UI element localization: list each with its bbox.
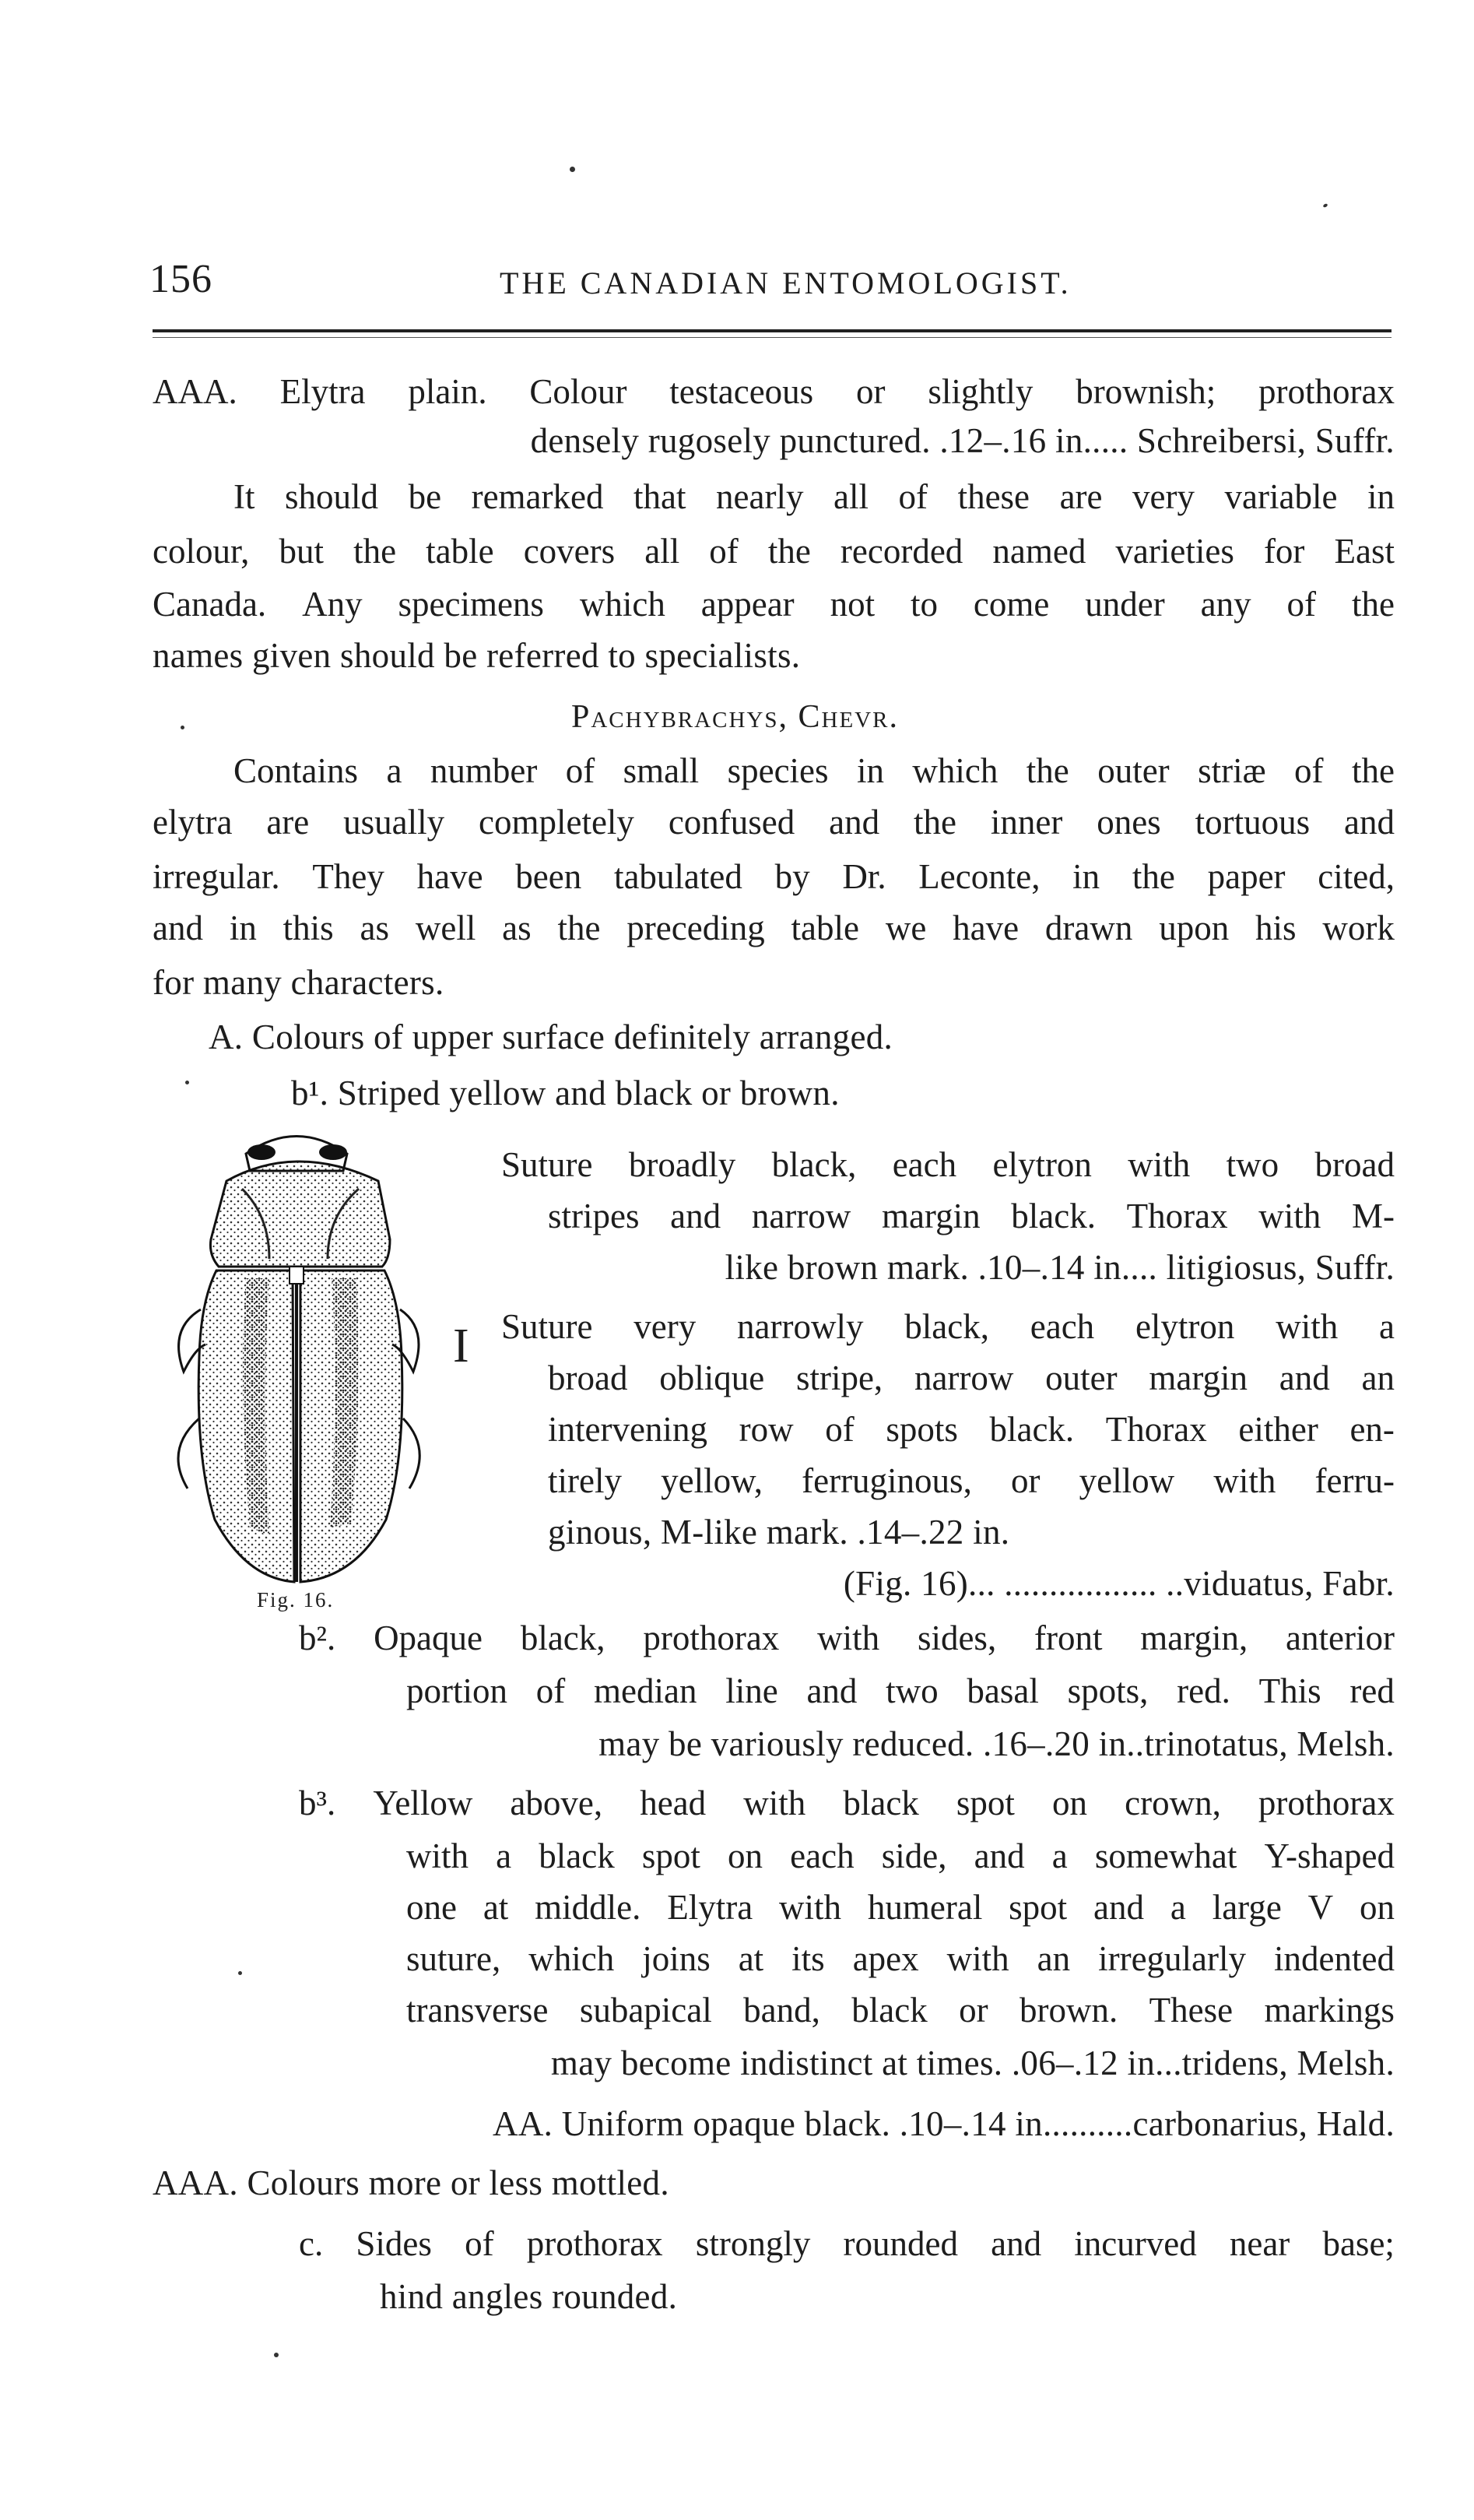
key-entry: b³. Yellow above, head with black spot on crown, prothorax xyxy=(299,1784,1395,1822)
text-line: portion of median line and two basal spots, red. This red xyxy=(406,1671,1395,1710)
text-line: It should be remarked that nearly all of these are very variable in xyxy=(233,477,1395,516)
text-line: names given should be referred to specialists. xyxy=(153,636,801,675)
text-line: colour, but the table covers all of the recorded named varieties for East xyxy=(153,532,1395,571)
text-line: may become indistinct at times. .06–.12 in...tridens, Melsh. xyxy=(550,2044,1395,2082)
section-heading: Pachybrachys, Chevr. xyxy=(571,699,899,735)
text-line: irregular. They have been tabulated by Dr. Leconte, in the paper cited, xyxy=(153,857,1395,896)
page-number: 156 xyxy=(149,257,212,301)
text-line: suture, which joins at its apex with an irregularly indented xyxy=(406,1939,1395,1978)
text-line: elytra are usually completely confused and the inner ones tortuous and xyxy=(153,803,1395,842)
text-line: with a black spot on each side, and a somewhat Y-shaped xyxy=(406,1836,1395,1875)
text-line: hind angles rounded. xyxy=(380,2277,678,2316)
key-entry: AA. Uniform opaque black. .10–.14 in..........carbonarius, Hald. xyxy=(493,2104,1395,2143)
print-speck xyxy=(1322,203,1328,208)
text-line: stripes and narrow margin black. Thorax with M- xyxy=(548,1197,1395,1235)
text-line: may be variously reduced. .16–.20 in..trinotatus, Melsh. xyxy=(598,1724,1395,1763)
text-line: transverse subapical band, black or brown. These markings xyxy=(406,1991,1395,2030)
text-line: Contains a number of small species in which the outer striæ of the xyxy=(233,751,1395,790)
key-entry: b². Opaque black, prothorax with sides, front margin, anterior xyxy=(299,1618,1395,1657)
text-line: for many characters. xyxy=(153,963,444,1002)
print-speck xyxy=(274,2353,279,2357)
print-speck xyxy=(570,167,575,172)
key-entry: b¹. Striped yellow and black or brown. xyxy=(291,1074,840,1112)
text-line: Suture broadly black, each elytron with two broad xyxy=(501,1145,1395,1184)
header-rule-thin xyxy=(153,337,1392,338)
header-rule xyxy=(153,329,1392,332)
beetle-illustration-icon xyxy=(153,1123,440,1590)
text-line: (Fig. 16)... ................. ..viduatus, Fabr. xyxy=(843,1564,1395,1603)
text-line: like brown mark. .10–.14 in.... litigiosus, Suffr. xyxy=(725,1248,1395,1287)
text-line: and in this as well as the preceding table we have drawn upon his work xyxy=(153,909,1395,947)
print-speck xyxy=(185,1081,189,1084)
print-speck xyxy=(238,1971,242,1975)
figure-caption: Fig. 16. xyxy=(257,1588,335,1611)
figure-bracket: I xyxy=(453,1320,469,1372)
running-title: THE CANADIAN ENTOMOLOGIST. xyxy=(500,265,1072,301)
text-line: Suture very narrowly black, each elytron with a xyxy=(501,1307,1395,1346)
text-line: intervening row of spots black. Thorax either en- xyxy=(548,1410,1395,1449)
text-line: ginous, M-like mark. .14–.22 in. xyxy=(548,1513,1010,1552)
text-line: AAA. Elytra plain. Colour testaceous or slightly brownish; prothorax xyxy=(153,372,1395,411)
text-line: Canada. Any specimens which appear not to come under any of the xyxy=(153,585,1395,624)
text-line: broad oblique stripe, narrow outer margin and an xyxy=(548,1358,1395,1397)
print-speck xyxy=(181,726,184,729)
text-line: tirely yellow, ferruginous, or yellow with ferru- xyxy=(548,1461,1395,1500)
key-entry: AAA. Colours more or less mottled. xyxy=(153,2163,669,2202)
key-entry: c. Sides of prothorax strongly rounded and incurved near base; xyxy=(299,2224,1395,2263)
text-line: densely rugosely punctured. .12–.16 in..... Schreibersi, Suffr. xyxy=(530,421,1395,460)
key-entry: A. Colours of upper surface definitely arranged. xyxy=(209,1017,893,1056)
text-line: one at middle. Elytra with humeral spot and a large V on xyxy=(406,1888,1395,1927)
